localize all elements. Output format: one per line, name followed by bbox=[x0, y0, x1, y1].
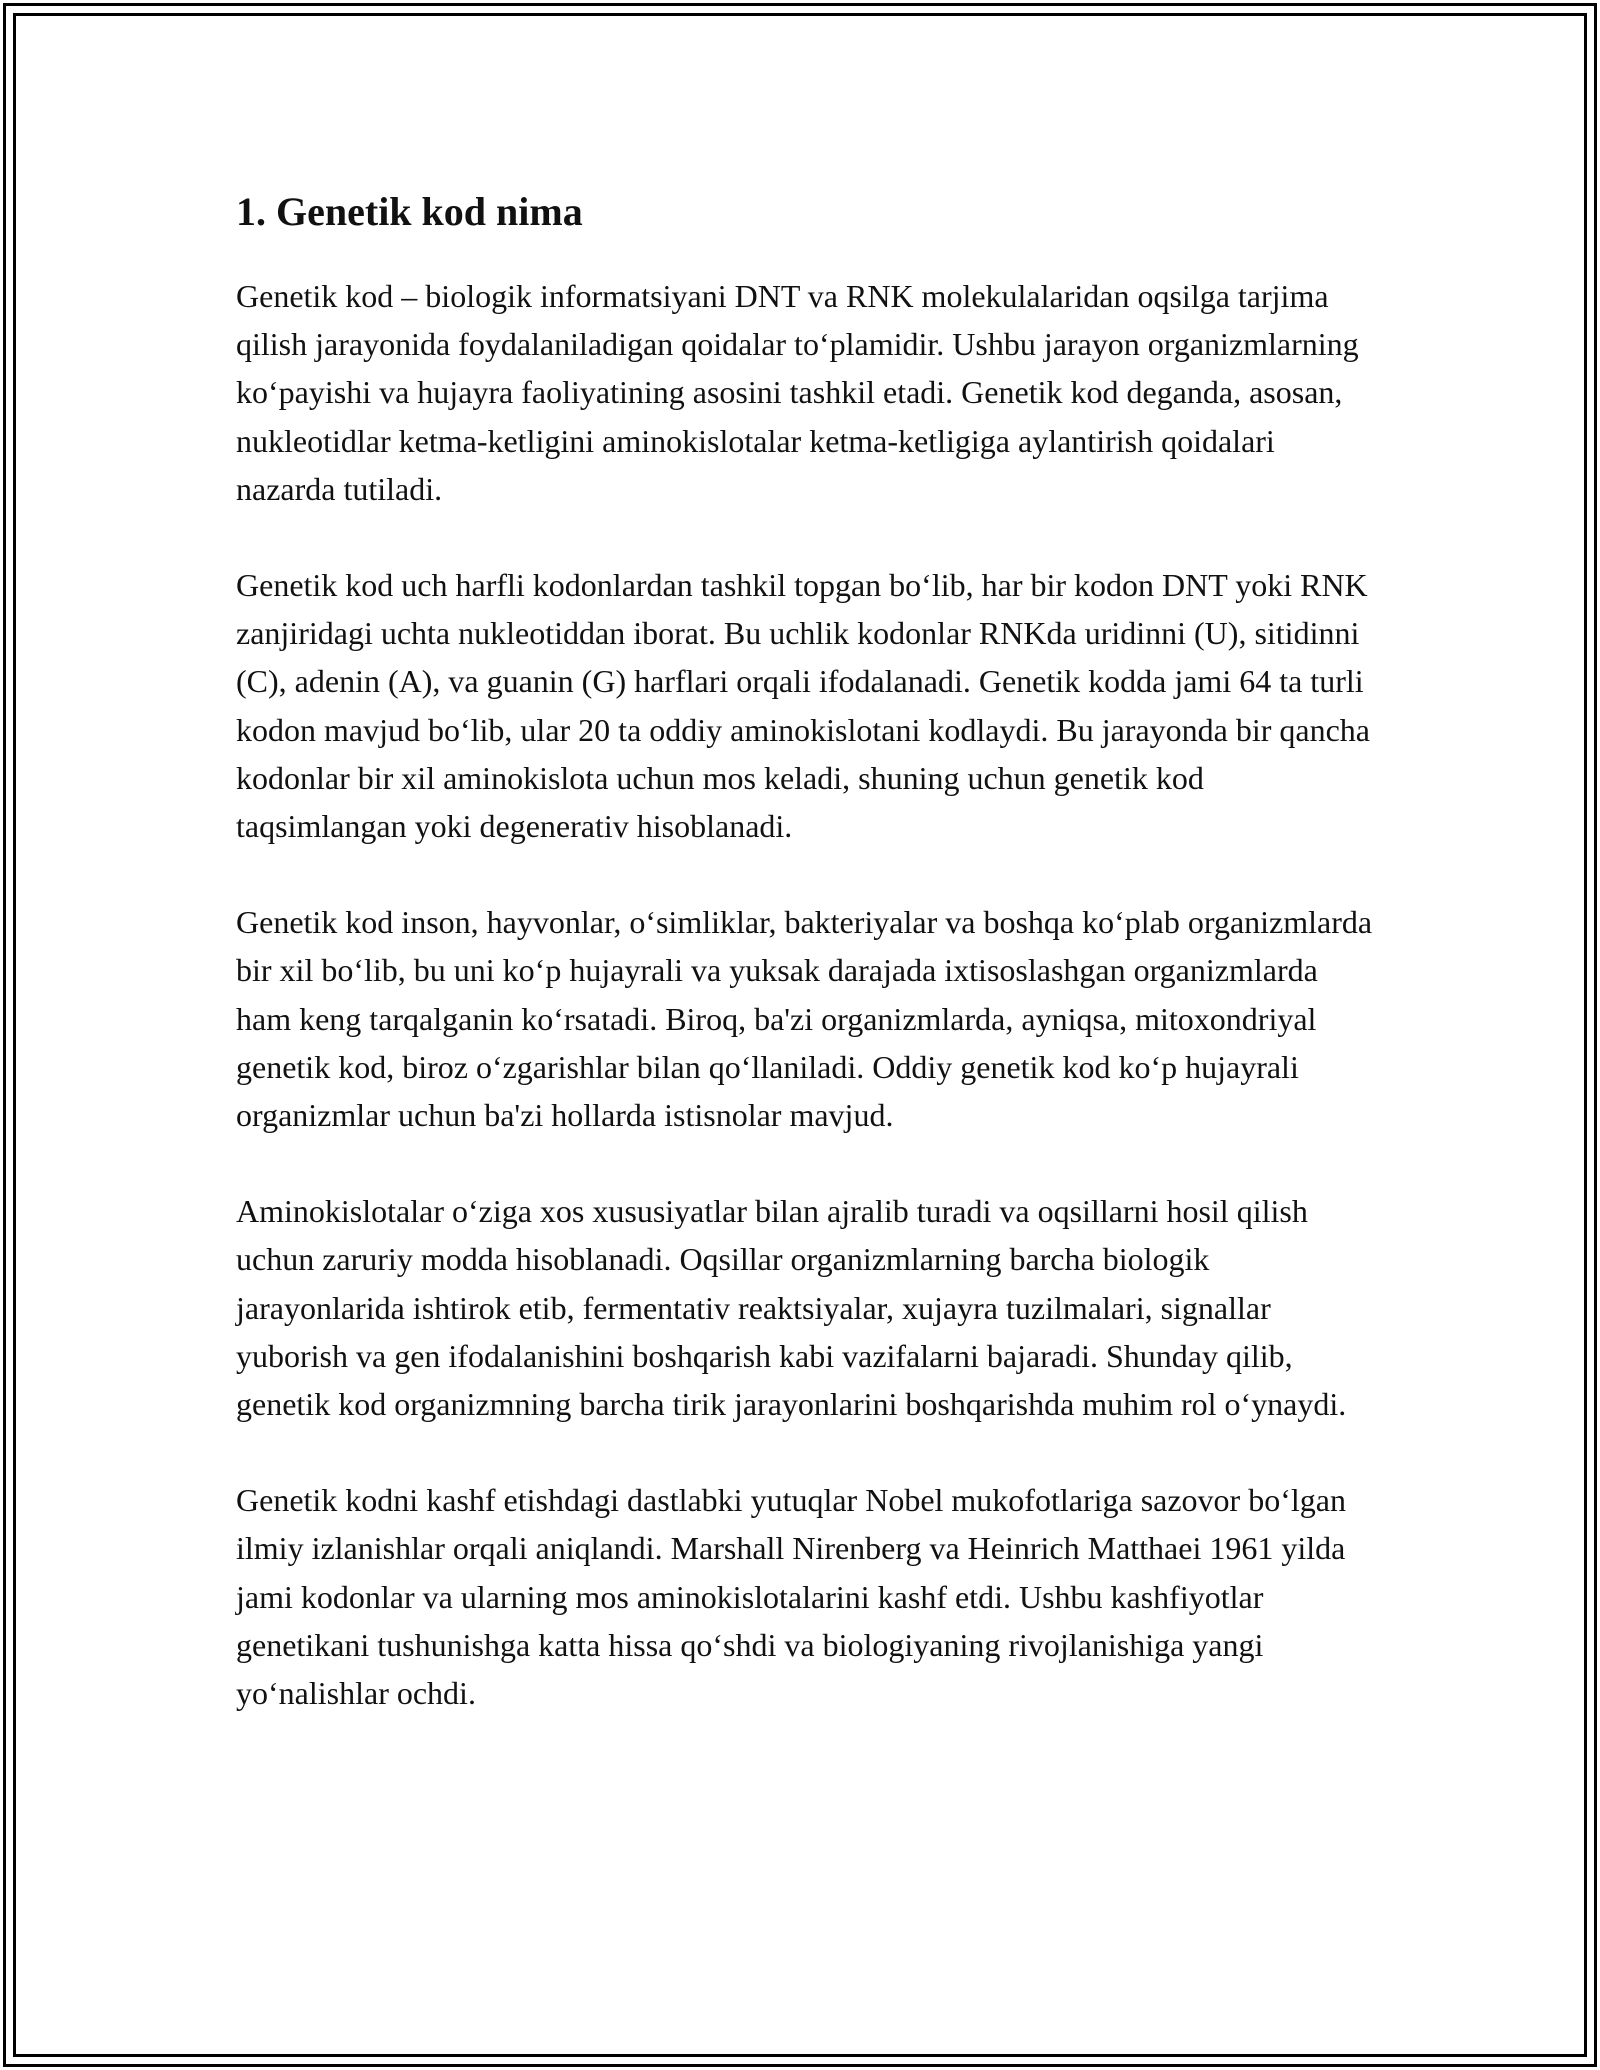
paragraph-4: Aminokislotalar oʻziga xos xususiyatlar bilan ajralib turadi va oqsillarni hosil qilish uchun zaruriy modda hisoblanadi. Oqsillar organizmlarning barcha biologik jarayonlarida ishtirok etib, fermentativ reaktsiyalar, xujayra tuzilmalari, signallar yuborish va gen ifodalanishini boshqarish kabi vazifalarni bajaradi. Shunday qilib, genetik kod organizmning barcha tirik jarayonlarini boshqarishda muhim rol oʻynaydi. bbox=[236, 1193, 1347, 1423]
paragraph-5: Genetik kodni kashf etishdagi dastlabki yutuqlar Nobel mukofotlariga sazovor boʻlgan ilmiy izlanishlar orqali aniqlandi. Marshall Nirenberg va Heinrich Matthaei 1961 yilda jami kodonlar va ularning mos aminokislotalarini kashf etdi. Ushbu kashfiyotlar genetikani tushunishga katta hissa qoʻshdi va biologiyaning rivojlanishiga yangi yoʻnalishlar ochdi. bbox=[236, 1482, 1346, 1712]
document-page bbox=[236, 184, 1376, 1765]
paragraph-1: Genetik kod – biologik informatsiyani DNT va RNK molekulalaridan oqsilga tarjima qilish jarayonida foydalaniladigan qoidalar toʻplamidir. Ushbu jarayon organizmlarning koʻpayishi va hujayra faoliyatining asosini tashkil etadi. Genetik kod deganda, asosan, nukleotidlar ketma-ketligini aminokislotalar ketma-ketligiga aylantirish qoidalari nazarda tutiladi. bbox=[236, 278, 1359, 507]
paragraph-3: Genetik kod inson, hayvonlar, oʻsimliklar, bakteriyalar va boshqa koʻplab organizmlarda bir xil boʻlib, bu uni koʻp hujayrali va yuksak darajada ixtisoslashgan organizmlarda ham keng tarqalganin koʻrsatadi. Biroq, ba'zi organizmlarda, ayniqsa, mitoxondriyal genetik kod, biroz oʻzgarishlar bilan qoʻllaniladi. Oddiy genetik kod koʻp hujayrali organizmlar uchun ba'zi hollarda istisnolar mavjud. bbox=[236, 904, 1373, 1134]
section-heading: 1. Genetik kod nima bbox=[236, 189, 583, 234]
paragraph-2: Genetik kod uch harfli kodonlardan tashkil topgan boʻlib, har bir kodon DNT yoki RNK zanjiridagi uchta nukleotiddan iborat. Bu uchlik kodonlar RNKda uridinni (U), sitidinni (C), adenin (A), va guanin (G) harflari orqali ifodalanadi. Genetik kodda jami 64 ta turli kodon mavjud boʻlib, ular 20 ta oddiy aminokislotani kodlaydi. Bu jarayonda bir qancha kodonlar bir xil aminokislota uchun mos keladi, shuning uchun genetik kod taqsimlangan yoki degenerativ hisoblanadi. bbox=[236, 567, 1370, 845]
